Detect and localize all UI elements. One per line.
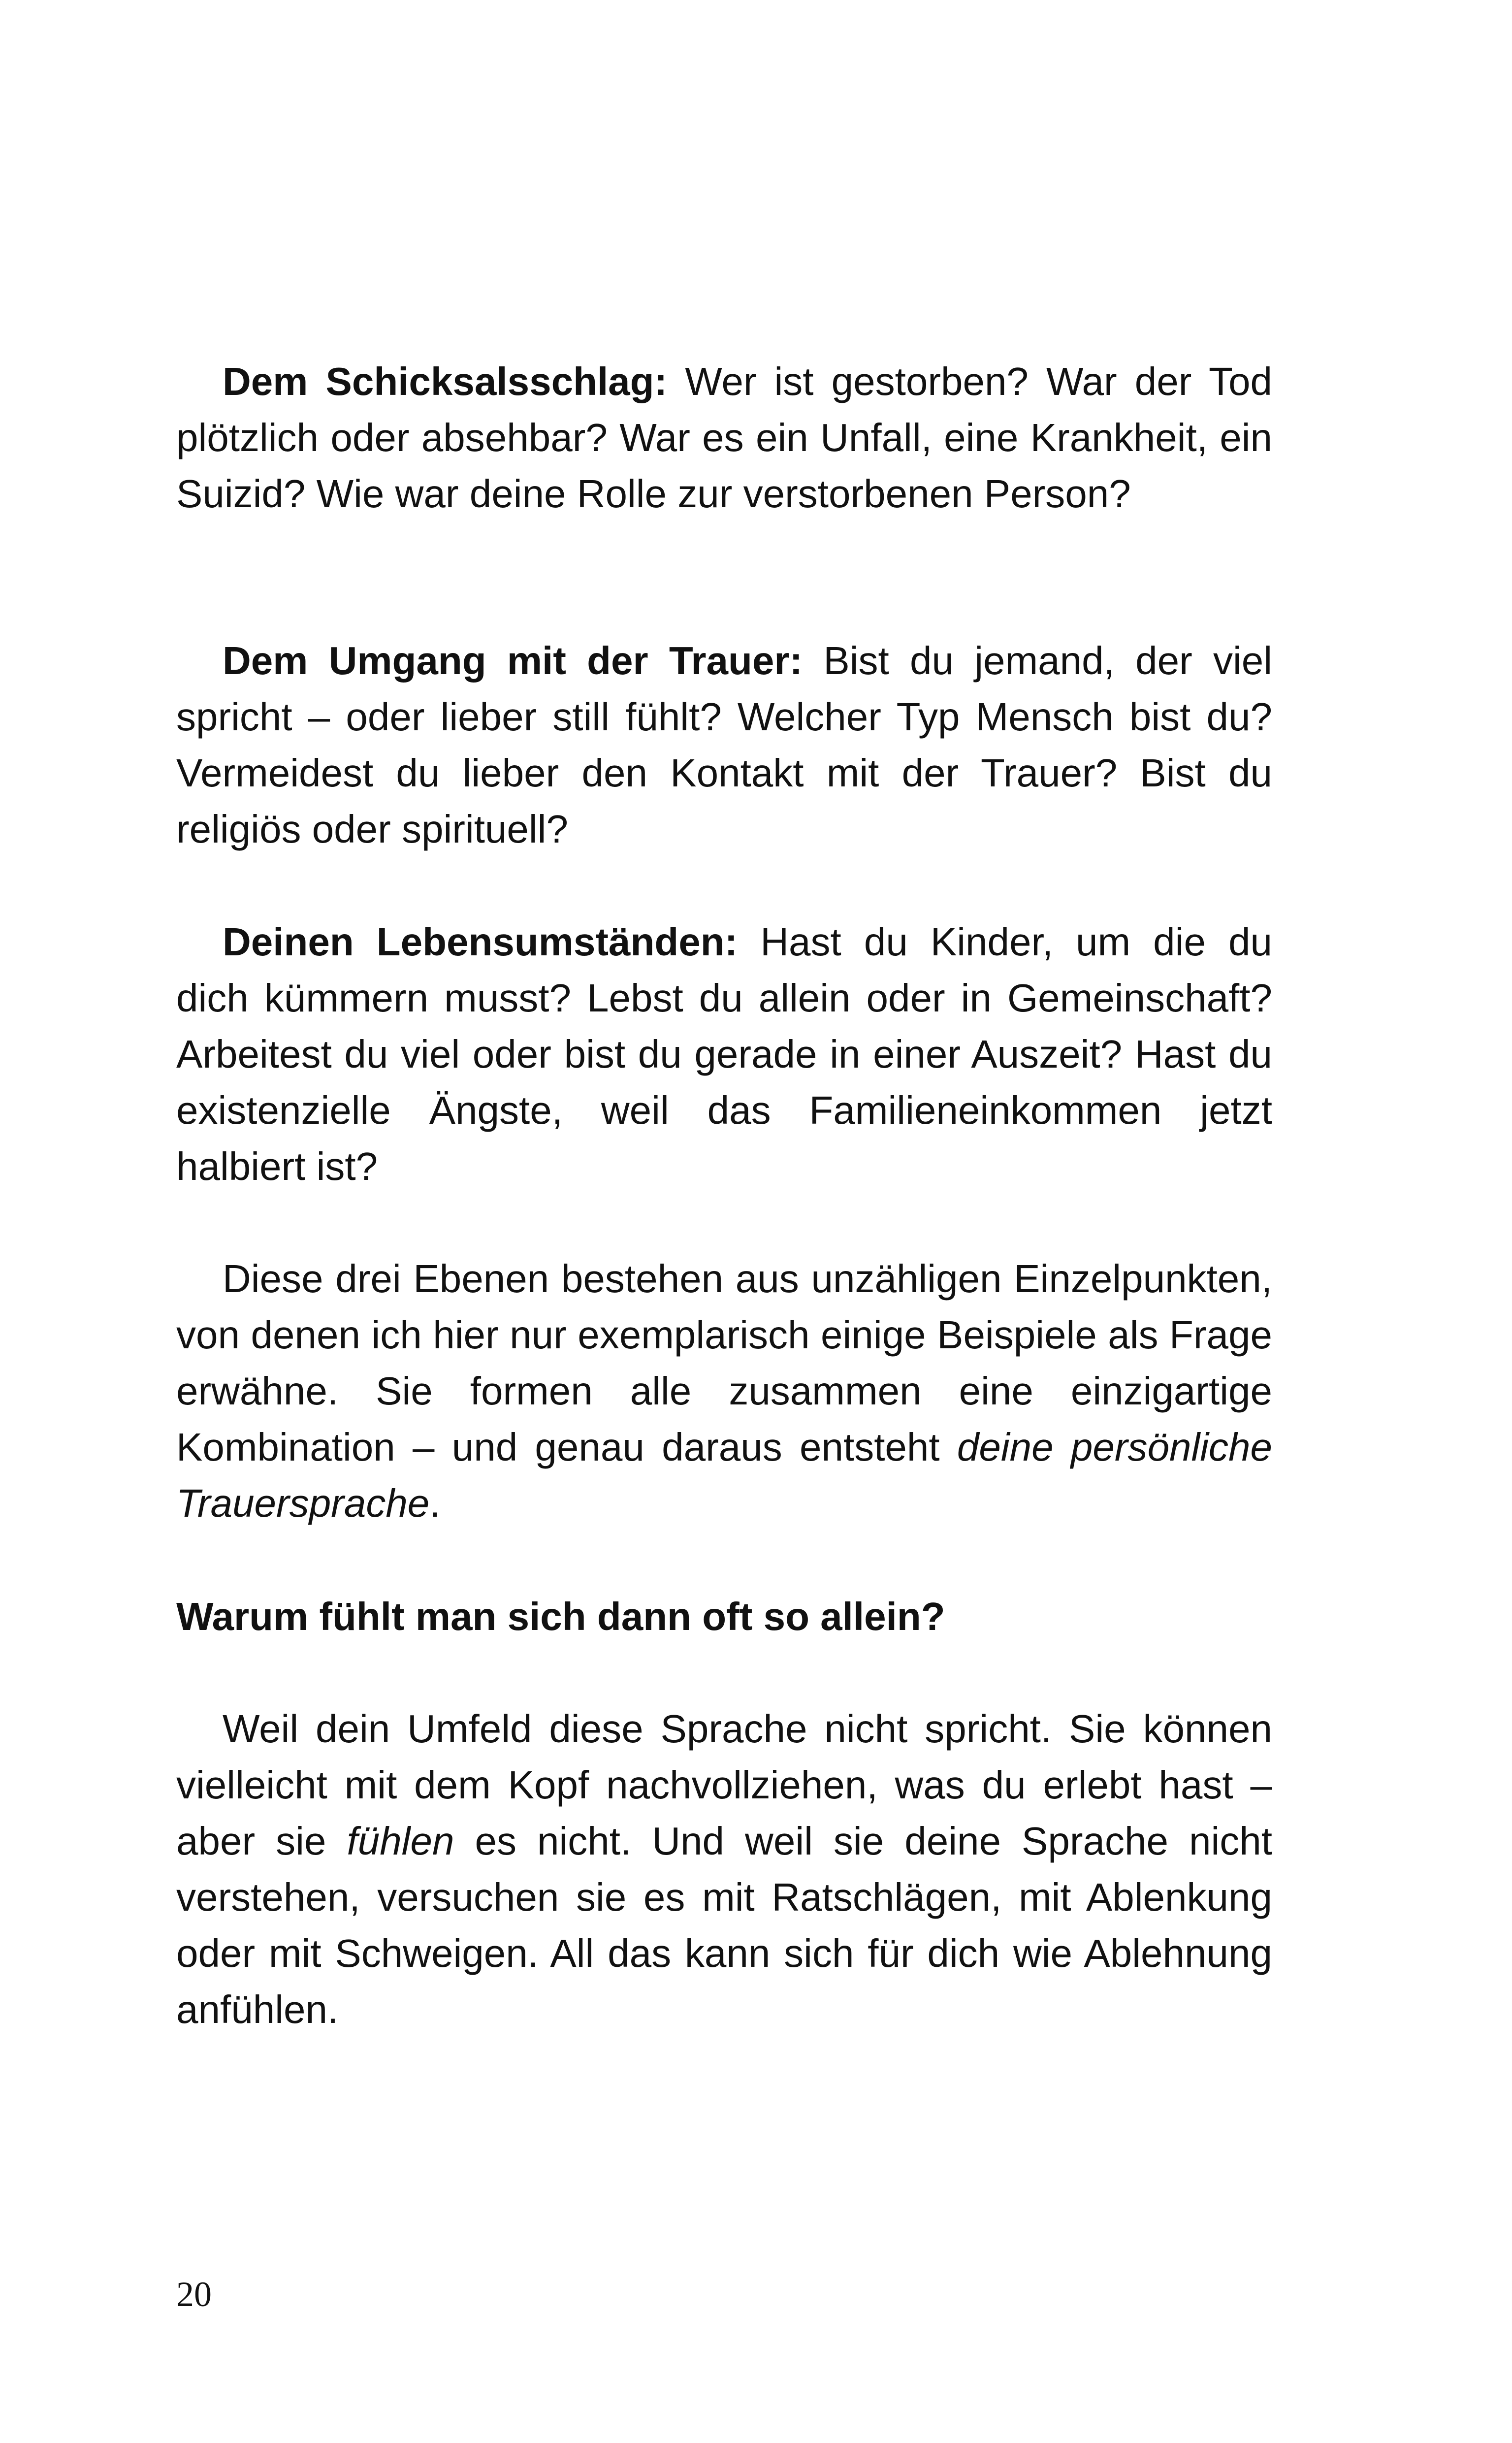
section-heading: Warum fühlt man sich dann oft so allein?	[176, 1595, 945, 1638]
paragraph-text: Weil dein Umfeld diese Sprache nicht spricht. Sie können vielleicht mit dem Kopf nachvollziehen, was du erlebt hast – aber sie	[176, 1707, 1272, 1863]
paragraph-lebensumstaende	[176, 914, 1272, 1195]
paragraph-emphasis: deine persönliche Trauersprache	[176, 1425, 1272, 1525]
paragraph-umgang-mit-trauer	[176, 633, 1272, 857]
page-number: 20	[176, 2275, 212, 2314]
paragraph-drei-ebenen	[176, 1251, 1272, 1531]
paragraph-umfeld	[176, 1701, 1272, 2038]
paragraph-lead: Deinen Lebensumständen:	[223, 920, 738, 964]
paragraph-text: Diese drei Ebenen bestehen aus unzähligen Einzelpunkten, von denen ich hier nur exemplarisch einige Beispiele als Frage erwähne. Sie formen alle zusammen eine einzigartige Kombination – und genau daraus entsteht	[176, 1257, 1272, 1469]
paragraph-text-end: es nicht. Und weil sie deine Sprache nicht verstehen, versuchen sie es mit Ratschlägen, mit Ablenkung oder mit Schweigen. All das kann sich für dich wie Ablehnung anfühlen.	[176, 1819, 1272, 2031]
paragraph-schicksalsschlag	[176, 354, 1272, 522]
paragraph-text-end: .	[429, 1481, 441, 1525]
paragraph-text: Hast du Kinder, um die du dich kümmern musst? Lebst du allein oder in Gemeinschaft? Arbeitest du viel oder bist du gerade in einer Auszeit? Hast du existenzielle Ängste, weil das Familieneinkommen jetzt halbiert ist?	[176, 920, 1272, 1188]
paragraph-text: Bist du jemand, der viel spricht – oder lieber still fühlt? Welcher Typ Mensch bist du? Vermeidest du lieber den Kontakt mit der Trauer? Bist du religiös oder spirituell?	[176, 639, 1273, 851]
paragraph-emphasis: fühlen	[347, 1819, 454, 1863]
paragraph-lead: Dem Schicksalsschlag:	[223, 359, 668, 403]
paragraph-text: Wer ist gestorben? War der Tod plötzlich oder absehbar? War es ein Unfall, eine Krankheit, ein Suizid? Wie war deine Rolle zur verstorbenen Person?	[176, 359, 1272, 516]
paragraph-lead: Dem Umgang mit der Trauer:	[223, 639, 803, 683]
